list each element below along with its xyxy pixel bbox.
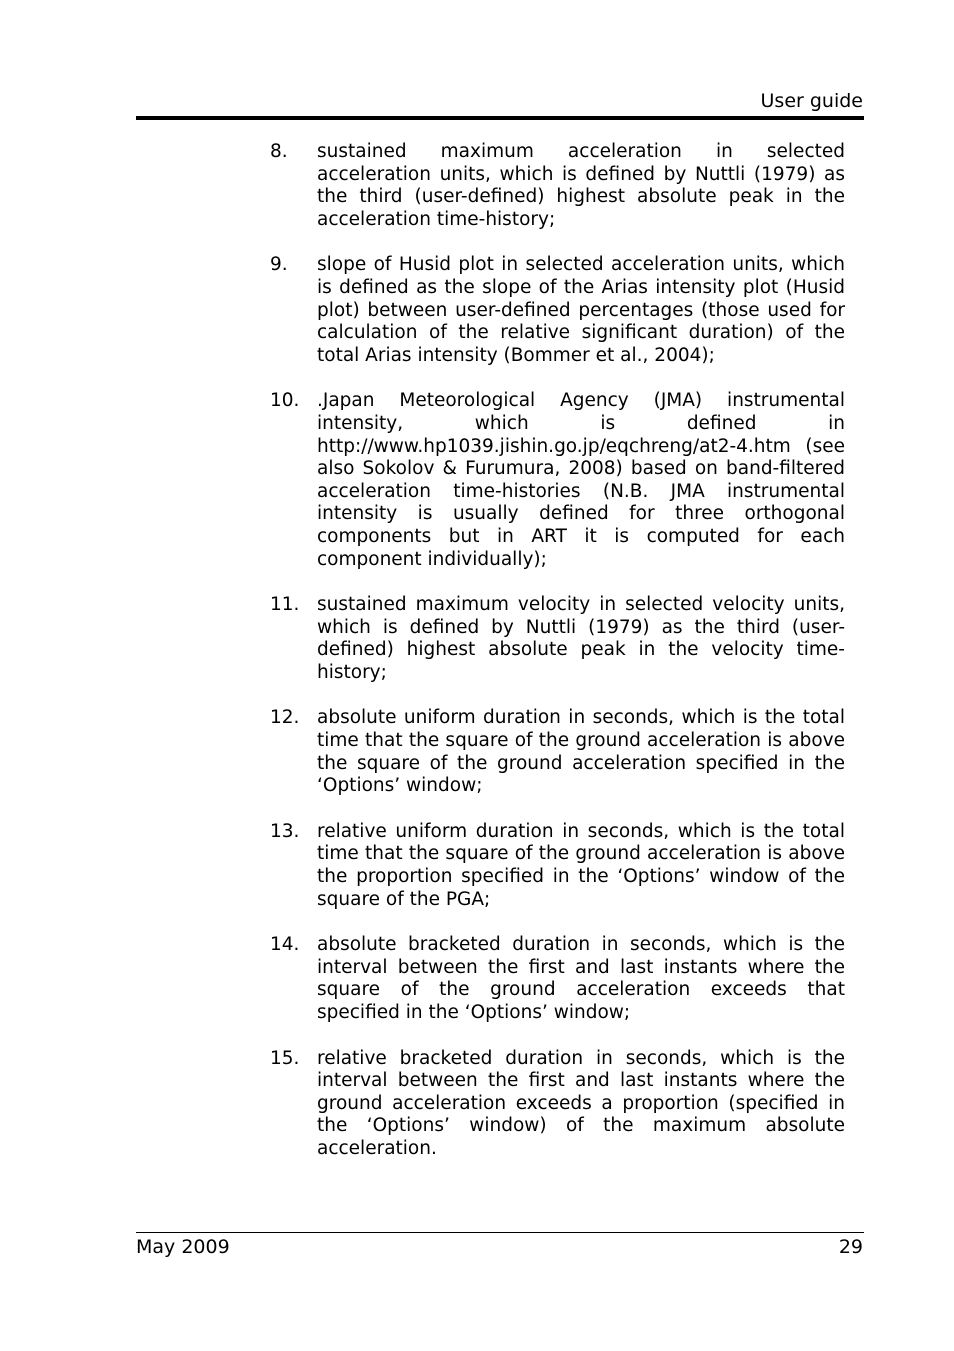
- item-text: relative bracketed duration in seconds, which is the interval between the first and last instants where the ground acceleration exceeds a proportion (specified in the ‘Options’ window) of the maximum absolute acceleration.: [317, 1047, 845, 1159]
- item-text: sustained maximum velocity in selected velocity units, which is defined by Nuttli (1979) as the third (user-defined) highest absolute peak in the velocity time-history;: [317, 594, 845, 683]
- footer-date: May 2009: [136, 1236, 230, 1258]
- item-number: 13.: [270, 820, 300, 842]
- list-item: [270, 254, 845, 367]
- header-title: User guide: [760, 90, 863, 112]
- list-item: [270, 1048, 845, 1161]
- item-text: absolute uniform duration in seconds, which is the total time that the square of the ground acceleration is above the square of the ground acceleration specified in the ‘Options’ window;: [317, 707, 845, 797]
- item-text: absolute bracketed duration in seconds, which is the interval between the first and last instants where the square of the ground acceleration exceeds that specified in the ‘Options’ window;: [317, 934, 845, 1023]
- footer-rule: [136, 1232, 864, 1233]
- list-item: [270, 821, 845, 911]
- item-number: 15.: [270, 1047, 300, 1069]
- list-item: [270, 934, 845, 1024]
- numbered-list: [270, 141, 845, 1184]
- item-number: 10.: [270, 390, 300, 412]
- page-number: 29: [838, 1236, 863, 1258]
- item-text: relative uniform duration in seconds, which is the total time that the square of the ground acceleration is above the proportion specified in the ‘Options’ window of the square of the PGA;: [317, 820, 845, 910]
- list-item: [270, 141, 845, 231]
- list-item: [270, 594, 845, 684]
- item-text: sustained maximum acceleration in selected acceleration units, which is defined by Nuttli (1979) as the third (user-defined) highest absolute peak in the acceleration time-history;: [317, 141, 845, 230]
- item-number: 8.: [270, 141, 288, 162]
- list-item: [270, 390, 845, 571]
- item-number: 9.: [270, 254, 288, 276]
- item-text: slope of Husid plot in selected acceleration units, which is defined as the slope of the Arias intensity plot (Husid plot) between user-defined percentages (those used for calculation of the relative significant duration) of the total Arias intensity (Bommer et al., 2004);: [317, 254, 845, 366]
- header-rule: [136, 116, 864, 120]
- item-number: 11.: [270, 594, 300, 616]
- item-number: 14.: [270, 934, 300, 956]
- list-item: [270, 707, 845, 797]
- item-text: .Japan Meteorological Agency (JMA) instrumental intensity, which is defined in http://www.hp1039.jishin.go.jp/eqchreng/at2-4.htm (see also Sokolov & Furumura, 2008) based on band-filtered acceleration time-histories (N.B. JMA instrumental intensity is usually defined for three orthogonal components but in ART it is computed for each component individually);: [317, 390, 845, 570]
- item-number: 12.: [270, 707, 300, 729]
